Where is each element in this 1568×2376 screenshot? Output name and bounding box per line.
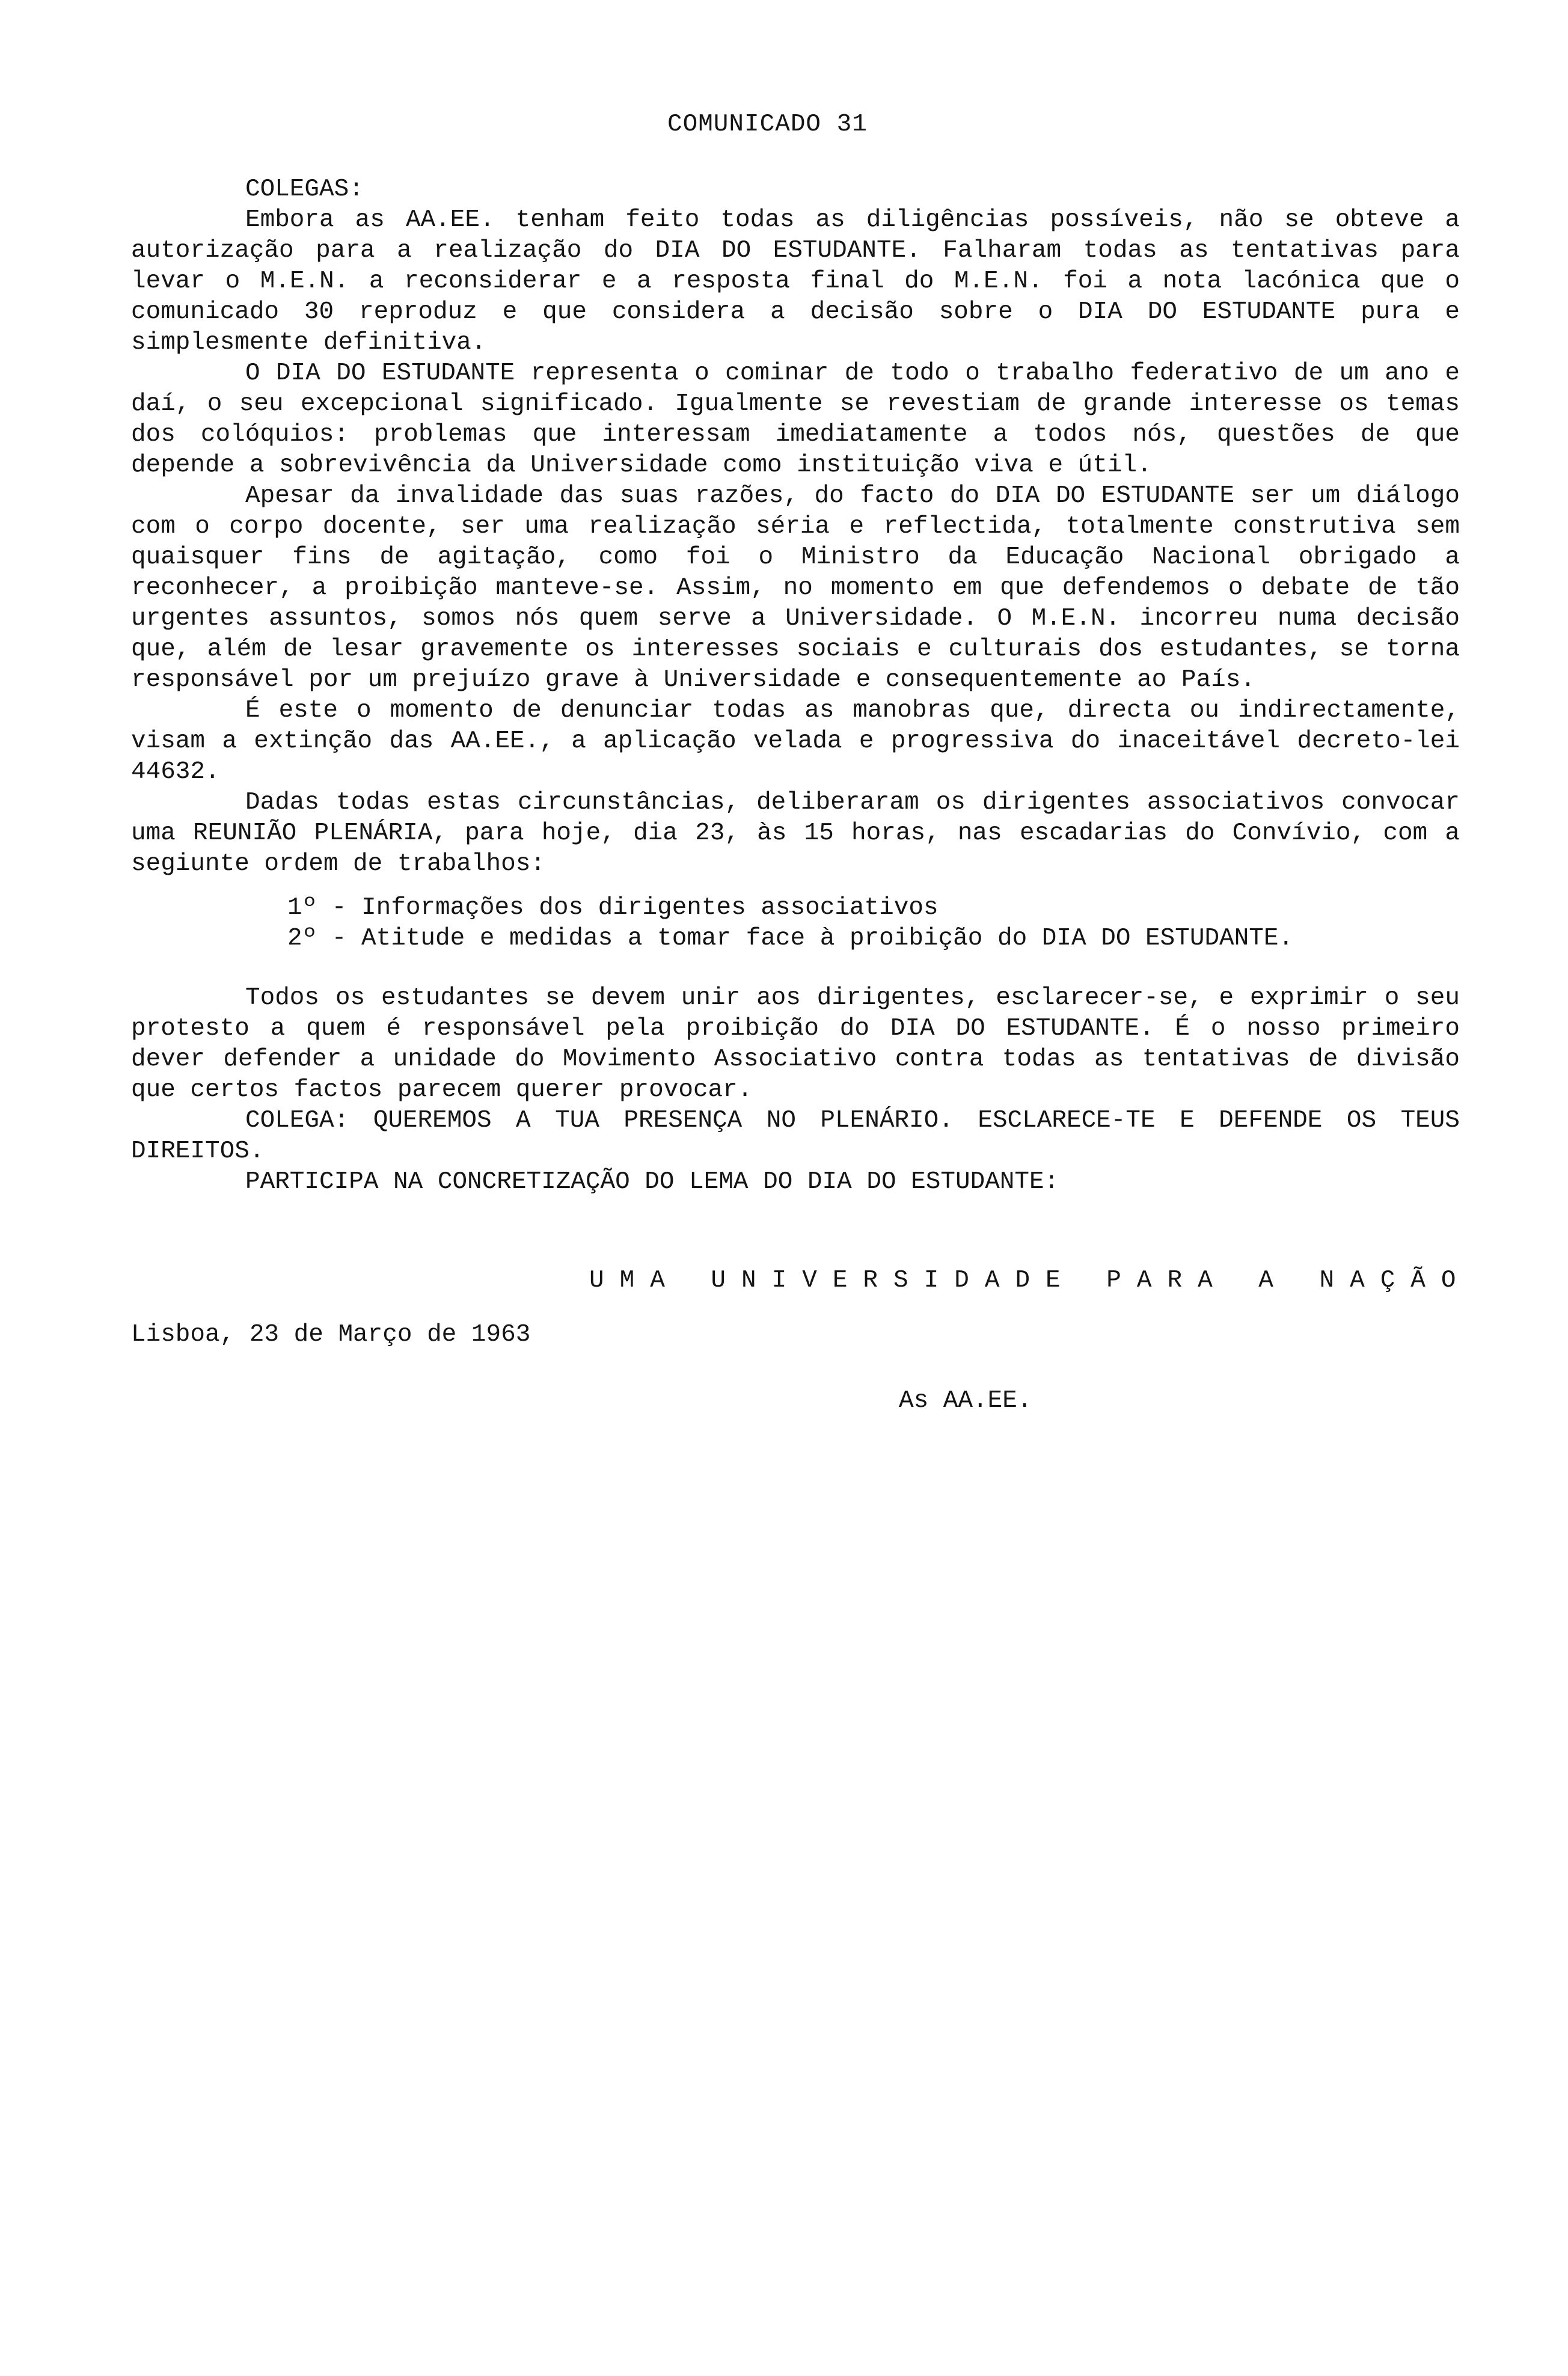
agenda-item: 2º - Atitude e medidas a tomar face à proibição do DIA DO ESTUDANTE. bbox=[287, 925, 1294, 952]
agenda-list bbox=[287, 893, 1460, 954]
paragraph-plenary-meeting: Dadas todas estas circunstâncias, deliberaram os dirigentes associativos convocar uma REUNIÃO PLENÁRIA, para hoje, dia 23, às 15 horas, nas escadarias do Convívio, com a segiunte ordem de trabalhos: bbox=[131, 789, 1460, 878]
call-to-action: PARTICIPA NA CONCRETIZAÇÃO DO LEMA DO DIA DO ESTUDANTE: bbox=[245, 1168, 1059, 1196]
salutation: COLEGAS: bbox=[245, 176, 364, 203]
paragraph-unite: Todos os estudantes se devem unir aos dirigentes, esclarecer-se, e exprimir o seu protesto a quem é responsável pela proibição do DIA DO ESTUDANTE. É o nosso primeiro dever defender a unidade do Movimento Associativo contra todas as tentativas de divisão que certos factos parecem querer provocar. bbox=[131, 984, 1460, 1104]
paragraph-prohibition: Apesar da invalidade das suas razões, do facto do DIA DO ESTUDANTE ser um diálogo com o corpo docente, ser uma realização séria e reflectida, totalmente construtiva sem quaisquer fins de agitação, como foi o Ministro da Educação Nacional obrigado a reconhecer, a proibição manteve-se. Assim, no momento em que defendemos o debate de tão urgentes assuntos, somos nós quem serve a Universidade. O M.E.N. incorreu numa decisão que, além de lesar gravemente os interesses sociais e culturais dos estudantes, se torna responsável por um prejuízo grave à Universidade e consequentemente ao País. bbox=[131, 482, 1460, 694]
signature: As AA.EE. bbox=[899, 1387, 1032, 1415]
document-title: COMUNICADO 31 bbox=[667, 111, 868, 138]
paragraph-authorization-denied: Embora as AA.EE. tenham feito todas as diligências possíveis, não se obteve a autorização para a realização do DIA DO ESTUDANTE. Falharam todas as tentativas para levar o M.E.N. a reconsiderar e a resposta final do M.E.N. foi a nota lacónica que o comunicado 30 reproduz e que considera a decisão sobre o DIA DO ESTUDANTE pura e simplesmente definitiva. bbox=[131, 206, 1460, 357]
paragraph-denounce: É este o momento de denunciar todas as manobras que, directa ou indirectamente, visam a extinção das AA.EE., a aplicação velada e progressiva do inaceitável decreto-lei 44632. bbox=[131, 697, 1460, 786]
paragraph-significance: O DIA DO ESTUDANTE representa o cominar de todo o trabalho federativo de um ano e daí, o seu excepcional significado. Igualmente se revestiam de grande interesse os temas dos colóquios: problemas que interessam imediatamente a todos nós, questões de que depende a sobrevivência da Universidade como instituição viva e útil. bbox=[131, 360, 1460, 479]
paragraph-colleague-appeal: COLEGA: QUEREMOS A TUA PRESENÇA NO PLENÁRIO. ESCLARECE-TE E DEFENDE OS TEUS DIREITOS. bbox=[131, 1107, 1460, 1165]
motto: UMA UNIVERSIDADE PARA A NAÇÃO bbox=[589, 1267, 1472, 1294]
agenda-item: 1º - Informações dos dirigentes associativos bbox=[287, 894, 939, 922]
place-date: Lisboa, 23 de Março de 1963 bbox=[131, 1321, 531, 1349]
document-body bbox=[131, 174, 1460, 1198]
